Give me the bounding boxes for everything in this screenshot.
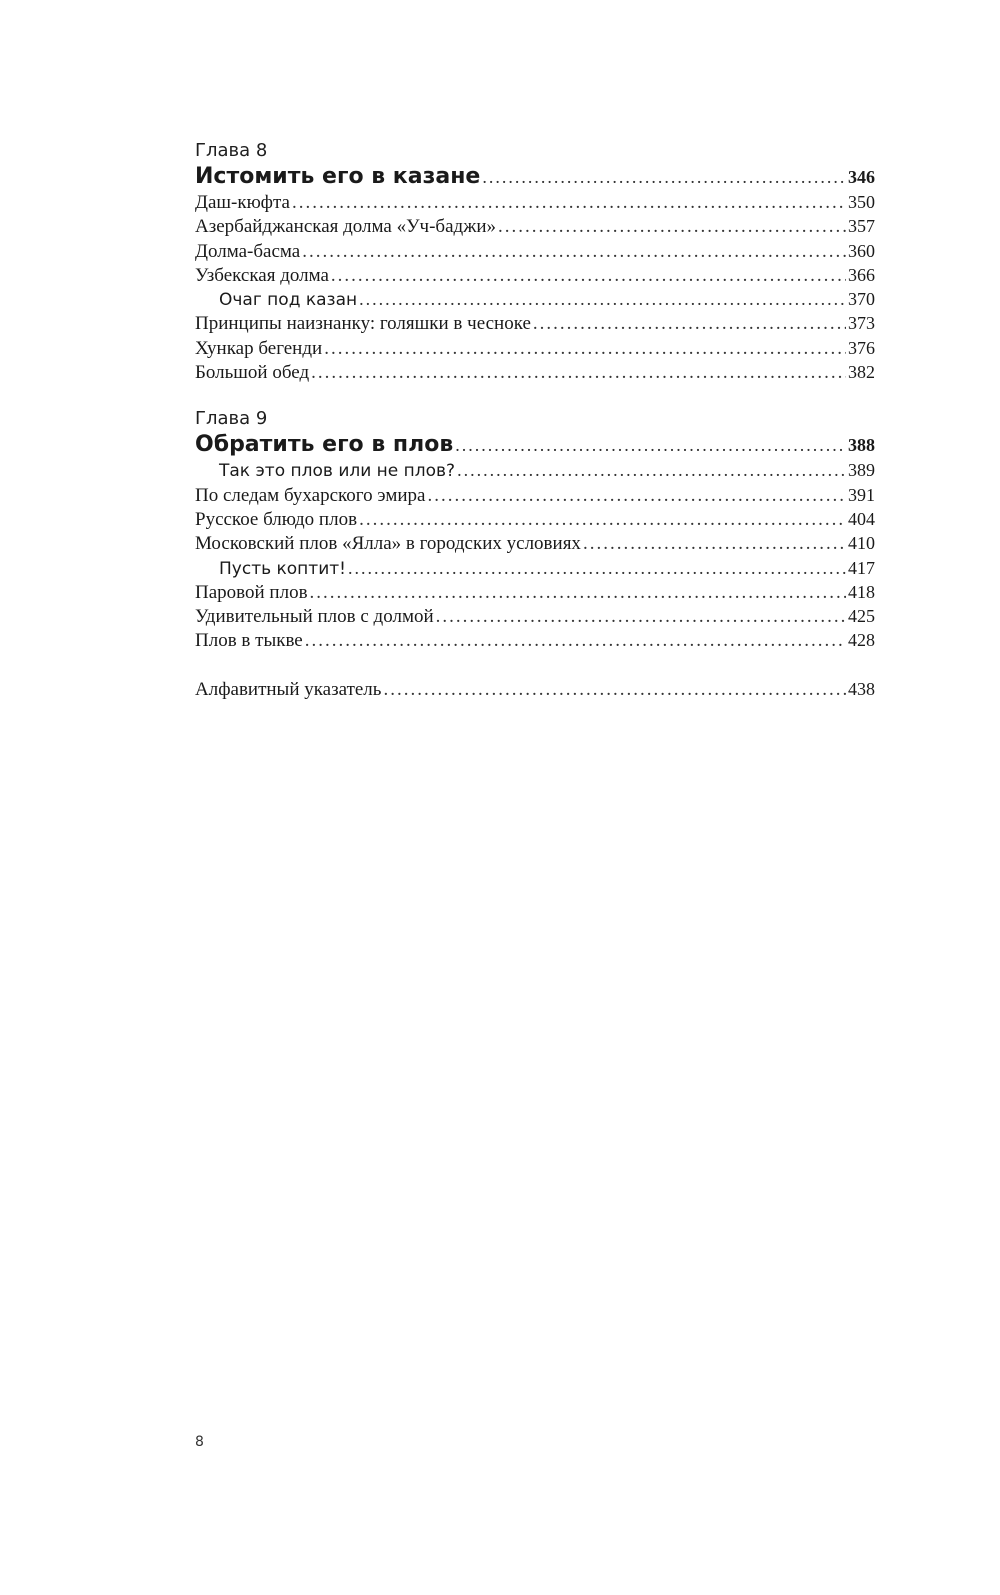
entry-title: Так это плов или не плов? [219,461,456,482]
page-number: 404 [848,508,875,529]
page-number: 357 [848,216,875,237]
page-number: 428 [848,630,875,651]
entry-title: Плов в тыкве [195,630,303,652]
dot-leader [331,264,846,288]
dot-leader [455,432,846,458]
entry-title: Паровой плов [195,581,308,603]
toc-subentry [195,458,875,482]
toc-entry [195,580,875,604]
dot-leader [359,508,846,532]
page-number: 418 [848,581,875,602]
chapter-title-text: Истомить его в казане [195,164,481,189]
page-number: 438 [848,678,875,699]
page-number: 350 [848,192,875,212]
toc-chapter-title [195,432,875,458]
toc-entry [195,239,875,263]
entry-title: Удивительный плов с долмой [195,606,434,628]
toc-entry [195,263,875,287]
page-number: 360 [848,240,875,261]
dot-leader [348,556,846,580]
toc-entry [195,483,875,507]
entry-title: Узбекская долма [195,264,329,286]
toc-entry [195,190,875,214]
page-number: 366 [848,264,875,285]
entry-title: Азербайджанская долма «Уч-баджи» [195,216,496,238]
spacer [195,653,875,677]
page-number: 410 [848,533,875,554]
dot-leader [427,484,846,508]
page-number: 346 [848,167,875,187]
dot-leader [311,361,846,385]
page-number: 370 [848,289,875,310]
chapter-label: Глава 8 [195,140,268,161]
chapter-title-text: Обратить его в плов [195,432,454,458]
dot-leader [533,312,846,336]
dot-leader [482,164,846,190]
dot-leader [383,678,846,702]
page-number: 382 [848,362,875,383]
dot-leader [498,215,846,239]
toc-entry [195,628,875,652]
dot-leader [359,287,846,311]
page-number: 417 [848,557,875,578]
entry-title: Принципы наизнанку: голяшки в чесноке [195,313,531,335]
entry-title: Алфавитный указатель [195,678,382,700]
toc-subentry [195,287,875,311]
toc-chapter-title [195,164,875,190]
entry-title: Московский плов «Ялла» в городских условиях [195,533,581,555]
entry-title: Русское блюдо плов [195,508,358,530]
toc-entry [195,336,875,360]
chapter-label: Глава 9 [195,408,268,430]
page-number: 425 [848,606,875,627]
dot-leader [310,581,846,605]
page-number: 389 [848,460,875,481]
table-of-contents [195,138,875,701]
entry-title: Долма-басма [195,240,301,262]
toc-subentry [195,556,875,580]
dot-leader [457,458,846,482]
toc-index-entry [195,677,875,701]
entry-title: Хункар бегенди [195,337,323,359]
spacer [195,384,875,406]
toc-entry [195,214,875,238]
dot-leader [292,191,846,215]
page-number: 373 [848,313,875,334]
page-folio: 8 [195,1434,204,1450]
entry-title: Пусть коптит! [219,558,346,579]
entry-title: Большой обед [195,362,310,384]
dot-leader [583,532,846,556]
dot-leader [324,337,846,361]
page-number: 391 [848,484,875,505]
dot-leader [436,605,846,629]
toc-entry [195,360,875,384]
entry-title: Очаг под казан [219,290,358,311]
toc-entry [195,531,875,555]
toc-entry [195,507,875,531]
dot-leader [305,629,846,653]
entry-title: По следам бухарского эмира [195,484,426,506]
entry-title: Даш-кюфта [195,192,290,213]
toc-entry [195,311,875,335]
page-number: 376 [848,337,875,358]
dot-leader [302,240,846,264]
toc-entry [195,604,875,628]
page-number: 388 [848,435,875,456]
